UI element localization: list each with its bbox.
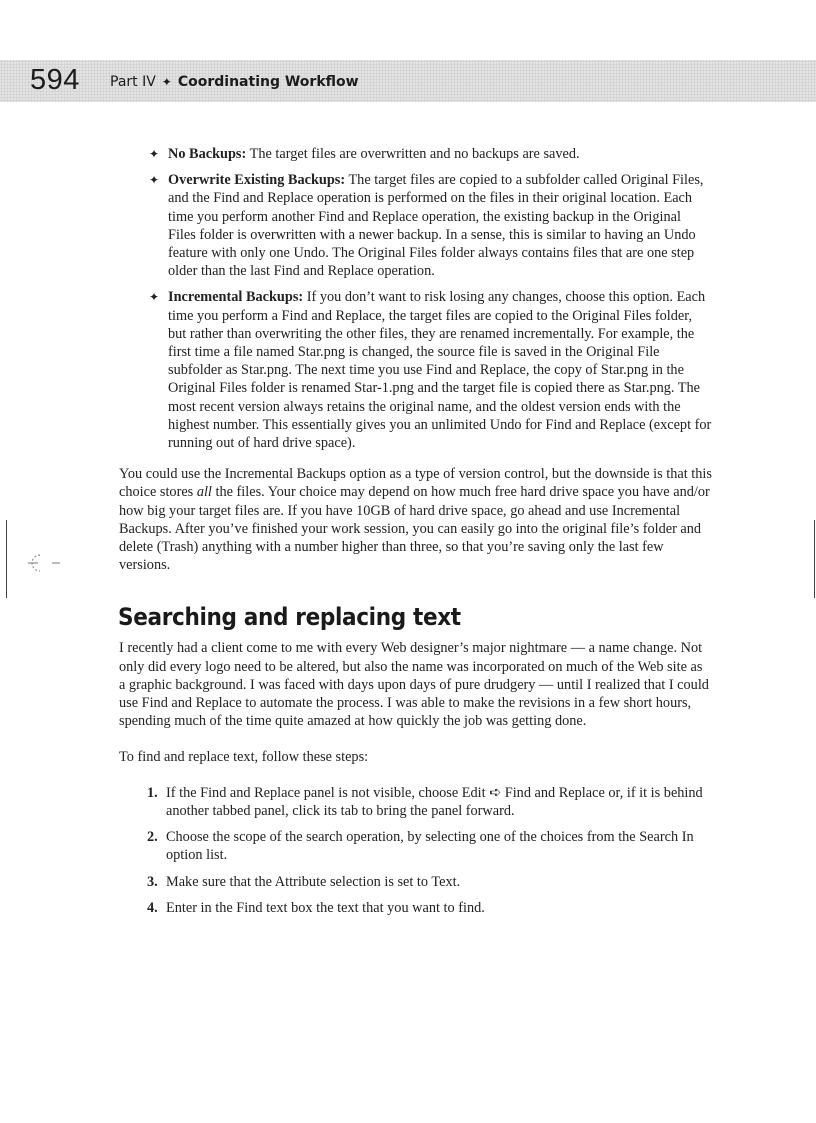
backup-options-list [147,145,712,452]
bullet-text: The target files are copied to a subfolder called Original Files, and the Find and Replace operation is performed on the files in their original location. Each time you perform another Find and Replace operation, the existing backup in the Original Files folder is overwritten with a newer backup. In a sense, this is similar to having an Undo feature with only one Undo. The Original Files folder always contains files that are one step older than the last Find and Replace operation. [168,172,704,280]
right-margin-mark [814,520,815,598]
list-item [147,145,712,163]
diamond-icon: ✦ [161,75,172,89]
body-paragraph [119,465,712,574]
step-number: 3. [147,873,158,890]
step-text: If the Find and Replace panel is not visible, choose Edit ➪ Find and Replace or, if it is behind another tabbed panel, click its tab to bring the panel forward. [166,784,703,819]
list-item [147,171,712,280]
bullet-text: The target files are overwritten and no backups are saved. [246,146,580,162]
bullet-term: Incremental Backups: [168,289,304,306]
chapter-title: Coordinating Workflow [177,74,359,90]
step-text: Make sure that the Attribute selection is set to Text. [166,873,461,890]
running-head [110,74,359,90]
step-item [147,873,712,891]
step-item [147,899,712,917]
page-content [118,145,712,925]
step-number: 2. [147,829,158,846]
step-text: Choose the scope of the search operation, by selecting one of the choices from the Search In option list. [166,829,694,864]
steps-list [147,784,712,917]
steps-lead: To find and replace text, follow these steps: [119,749,369,766]
step-number: 1. [147,784,158,801]
step-item [147,828,712,864]
step-text: Enter in the Find text box the text that you want to find. [166,899,485,916]
diamond-bullet-icon: ✦ [149,147,160,161]
bullet-term: Overwrite Existing Backups: [168,172,346,189]
part-label: Part IV [110,74,156,90]
left-margin-mark [6,520,7,598]
bullet-text: If you don’t want to risk losing any changes, choose this option. Each time you perform a Find and Replace, the target files are copied to the Original Files folder, but rather than overwriting the other files, they are renamed incrementally. For example, the first time a file named Star.png is changed, the source file is saved in the Original File subfolder as Star.png. The next time you use Find and Replace, the copy of Star.png in the Original Files folder is renamed Star-1.png and the target file is copied there as Star.png. The most recent version always retains the original name, and the oldest version ends with the highest number. This essentially gives you an unlimited Undo for Find and Replace (except for running out of hard drive space). [168,289,712,452]
step-item [147,784,712,820]
bullet-term: No Backups: [168,146,247,162]
paragraph-text: the files. Your choice may depend on how much free hard drive space you have and/or how big your target files are. If you have 10GB of hard drive space, go ahead and use Incremental Backups. After you’ve finished your work session, you can easily go into the original file’s folder and delete (Trash) anything with a number higher than three, so that you’re saving only the last few versions. [119,484,710,574]
paragraph-text: You could use the Incremental Backups option as a type of version control, but the downside is that this choice stores [119,466,712,501]
emphasis-text: all [196,484,212,501]
section-intro: I recently had a client come to me with every Web designer’s major nightmare — a name change. Not only did every logo need to be altered, but also the name was incorporated on much of the Web site as a graphic background. I was faced with days upon days of pure drudgery — until I realized that I could use Find and Replace to automate the process. I was able to make the revisions in a few short hours, spending much of the time quite amazed at how quickly the job was getting done. [119,640,709,730]
diamond-bullet-icon: ✦ [149,173,160,188]
section-heading: Searching and replacing text [118,603,461,632]
crop-mark-icon [26,552,66,574]
list-item [147,288,712,452]
page-number: 594 [30,64,80,96]
step-number: 4. [147,899,158,916]
diamond-bullet-icon: ✦ [149,290,160,305]
